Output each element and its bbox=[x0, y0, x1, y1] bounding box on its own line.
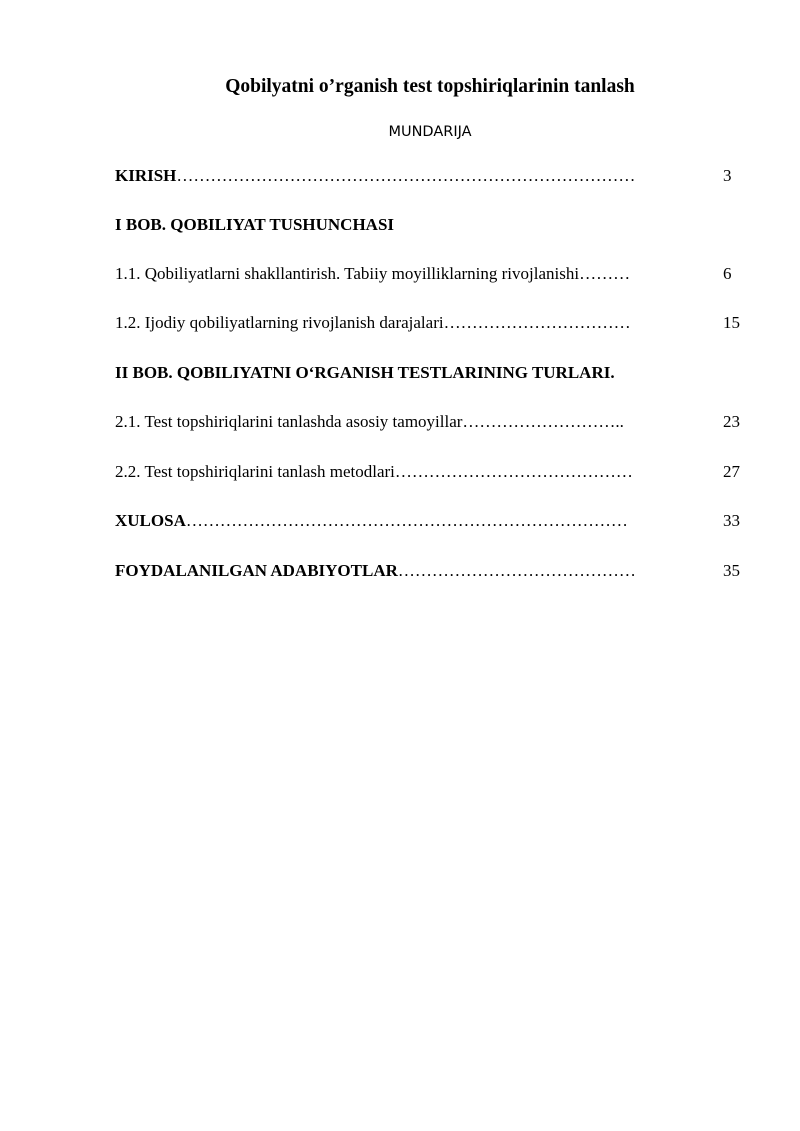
toc-page-number: 15 bbox=[723, 313, 740, 332]
toc-page-number: 27 bbox=[723, 462, 740, 481]
toc-leader-dots: ……………………….. bbox=[462, 412, 624, 431]
toc-entry-label: KIRISH bbox=[115, 166, 177, 185]
toc-leader-dots: …………………………………………………………………… bbox=[185, 511, 628, 530]
contents-heading: MUNDARIJA bbox=[388, 124, 472, 140]
toc-entry-label: 2.1. Test topshiriqlarini tanlashda asosiy tamoyillar bbox=[115, 412, 463, 431]
toc-entry-references bbox=[115, 560, 755, 582]
toc-entry-label: 2.2. Test topshiriqlarini tanlash metodlari bbox=[115, 462, 395, 481]
toc-page-number: 23 bbox=[723, 412, 740, 431]
toc-leader-dots: ……… bbox=[579, 264, 631, 283]
toc-entry-label: FOYDALANILGAN ADABIYOTLAR bbox=[115, 561, 398, 580]
toc-entry-1-2 bbox=[115, 312, 755, 334]
toc-entry-2-1 bbox=[115, 411, 755, 433]
toc-entry-kirish bbox=[115, 165, 755, 187]
toc-entry-label: 1.1. Qobiliyatlarni shakllantirish. Tabiiy moyilliklarning rivojlanishi bbox=[115, 264, 580, 283]
toc-entry-label: I BOB. QOBILIYAT TUSHUNCHASI bbox=[115, 215, 395, 234]
toc-page-number: 33 bbox=[723, 511, 740, 530]
toc-entry-label: II BOB. QOBILIYATNI O‘RGANISH TESTLARINING TURLARI. bbox=[115, 363, 615, 382]
document-title: Qobilyatni o’rganish test topshiriqlarinin tanlash bbox=[225, 76, 635, 97]
toc-entry-label: XULOSA bbox=[115, 511, 186, 530]
toc-page-number: 6 bbox=[723, 264, 732, 283]
toc-page-number: 3 bbox=[723, 166, 732, 185]
toc-entry-1-1 bbox=[115, 263, 755, 285]
toc-entry-xulosa bbox=[115, 510, 755, 532]
toc-leader-dots: …………………………………… bbox=[397, 561, 636, 580]
toc-entry-label: 1.2. Ijodiy qobiliyatlarning rivojlanish darajalari bbox=[115, 313, 444, 332]
toc-leader-dots: ……………………………………………………………………… bbox=[176, 166, 636, 185]
toc-leader-dots: …………………………………… bbox=[394, 462, 633, 481]
toc-entry-2-2 bbox=[115, 461, 755, 483]
toc-entry-chapter-1 bbox=[115, 214, 755, 236]
toc-page-number: 35 bbox=[723, 561, 740, 580]
toc-entry-chapter-2 bbox=[115, 362, 755, 384]
toc-leader-dots: …………………………… bbox=[443, 313, 631, 332]
